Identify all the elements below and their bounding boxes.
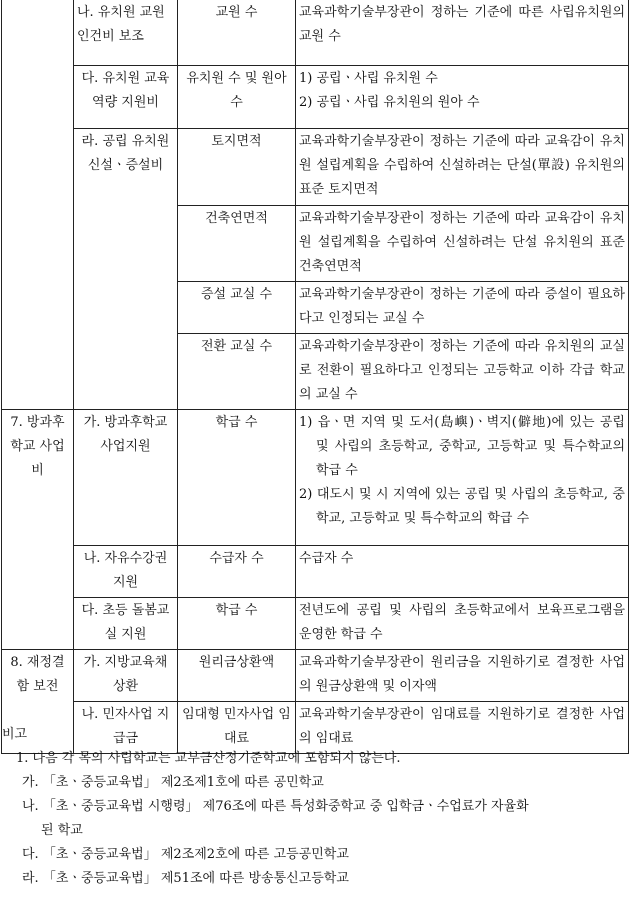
subitem-cell: 가. 지방교육채 상환 [74, 649, 178, 701]
basis-cell: 증설 교실 수 [178, 281, 296, 333]
subitem-cell: 라. 공립 유치원 신설ㆍ증설비 [74, 128, 178, 409]
remarks-title: 비고 [2, 727, 28, 742]
category-cell-empty [2, 128, 74, 409]
table-row [2, 409, 629, 545]
description-item: 1) 읍ㆍ면 지역 및 도서(島嶼)ㆍ벽지(僻地)에 있는 공립 및 사립의 초등학교, 중학교, 고등학교 및 특수학교의 학급 수 [299, 414, 625, 478]
table-row [2, 597, 629, 649]
subitem-cell: 나. 유치원 교원 인건비 보조 [74, 0, 178, 65]
subitem-cell: 다. 유치원 교육역량 지원비 [74, 65, 178, 128]
basis-cell: 교원 수 [178, 0, 296, 65]
description-item: 2) 대도시 및 시 지역에 있는 공립 및 사립의 초등학교, 중학교, 고등학교 및 특수학교의 학급 수 [299, 486, 625, 526]
subitem-cell: 가. 방과후학교 사업지원 [74, 409, 178, 545]
basis-cell: 건축연면적 [178, 205, 296, 281]
description-cell: 교육과학기술부장관이 정하는 기준에 따른 사립유치원의 교원 수 [296, 0, 629, 65]
remarks-subitem: 다. 「초ㆍ중등교육법」 제2조제2호에 따른 고등공민학교 [22, 847, 349, 862]
basis-cell: 전환 교실 수 [178, 333, 296, 409]
basis-cell: 임대형 민자사업 임대료 [178, 701, 296, 753]
category-cell: 8. 재정결함 보전 [2, 649, 74, 753]
remarks-subitem: 가. 「초ㆍ중등교육법」 제2조제1호에 따른 공민학교 [22, 775, 324, 790]
table-row [2, 128, 629, 205]
remarks-subitem-line: 나. 「초ㆍ중등교육법 시행령」 제76조에 따른 특성화중학교 중 입학금ㆍ수업료가 자율화 [22, 799, 529, 814]
basis-cell: 수급자 수 [178, 545, 296, 597]
description-item: 2) 공립ㆍ사립 유치원의 원아 수 [299, 94, 480, 110]
remarks-subitem: 라. 「초ㆍ중등교육법」 제51조에 따른 방송통신고등학교 [22, 871, 349, 886]
description-cell [296, 409, 629, 545]
subitem-cell: 다. 초등 돌봄교실 지원 [74, 597, 178, 649]
category-cell-empty [2, 65, 74, 128]
description-cell: 교육과학기술부장관이 정하는 기준에 따라 교육감이 유치원 설립계획을 수립하여 신설하려는 단설(單設) 유치원의 표준 토지면적 [296, 128, 629, 205]
table-row [2, 545, 629, 597]
table-row [2, 65, 629, 128]
grant-criteria-table [1, 0, 629, 754]
basis-cell: 원리금상환액 [178, 649, 296, 701]
table-row [2, 0, 629, 65]
description-cell: 교육과학기술부장관이 정하는 기준에 따라 증설이 필요하다고 인정되는 교실 수 [296, 281, 629, 333]
basis-cell: 학급 수 [178, 409, 296, 545]
subitem-cell: 나. 민자사업 지급금 [74, 701, 178, 753]
remarks-item: 1. 다음 각 목의 사립학교는 교부금산정기준학교에 포함되지 않는다. [16, 751, 401, 766]
description-cell [296, 65, 629, 128]
remarks-subitem-line: 된 학교 [41, 823, 83, 838]
remarks-section [0, 723, 630, 891]
category-cell: 7. 방과후 학교 사업비 [2, 409, 74, 649]
description-cell: 교육과학기술부장관이 임대료를 지원하기로 결정한 사업의 임대료 [296, 701, 629, 753]
description-cell: 교육과학기술부장관이 정하는 기준에 따라 교육감이 유치원 설립계획을 수립하여 신설하려는 단설 유치원의 표준 건축연면적 [296, 205, 629, 281]
description-cell: 교육과학기술부장관이 정하는 기준에 따라 유치원의 교실로 전환이 필요하다고 인정되는 고등학교 이하 각급 학교의 교실 수 [296, 333, 629, 409]
remarks-subitem [0, 795, 630, 843]
description-cell: 교육과학기술부장관이 원리금을 지원하기로 결정한 사업의 원금상환액 및 이자액 [296, 649, 629, 701]
category-cell-empty [2, 0, 74, 65]
basis-cell: 유치원 수 및 원아 수 [178, 65, 296, 128]
basis-cell: 토지면적 [178, 128, 296, 205]
description-item: 1) 공립ㆍ사립 유치원 수 [299, 70, 438, 86]
subitem-cell: 나. 자유수강권 지원 [74, 545, 178, 597]
table-row [2, 649, 629, 701]
basis-cell: 학급 수 [178, 597, 296, 649]
description-cell: 전년도에 공립 및 사립의 초등학교에서 보육프로그램을 운영한 학급 수 [296, 597, 629, 649]
description-cell: 수급자 수 [296, 545, 629, 597]
